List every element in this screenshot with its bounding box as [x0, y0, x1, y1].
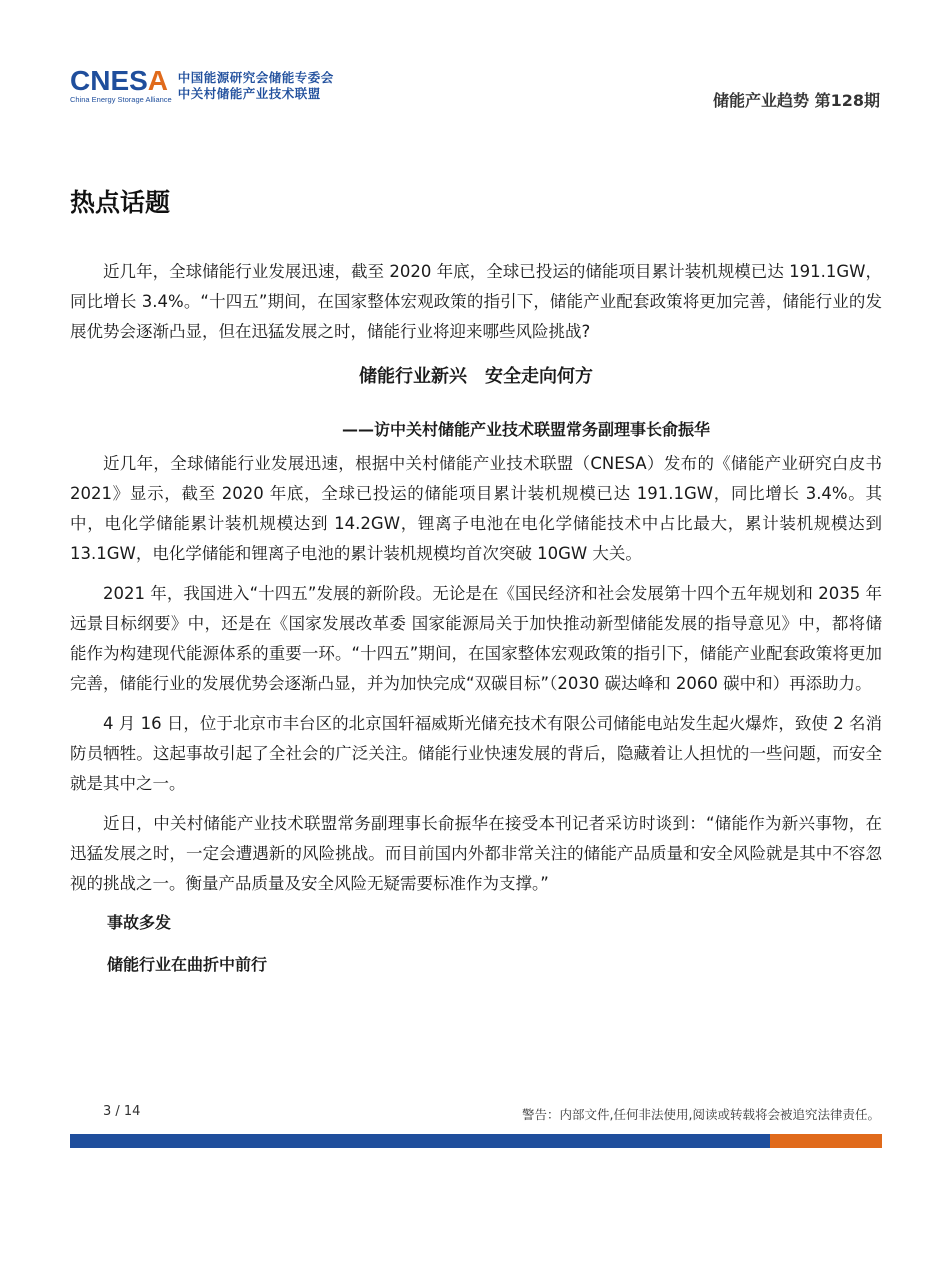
article-paragraph: 近几年，全球储能行业发展迅速，根据中关村储能产业技术联盟（CNESA）发布的《储能产业研究白皮书 2021》显示，截至 2020 年底，全球已投运的储能项目累计装机规模已达 191.1GW，同比增长 3.4%。其中，电化学储能累计装机规模达到 14.2GW，锂离子电池在电化学储能技术中占比最大，累计装机规模达到 13.1GW，电化学储能和锂离子电池的累计装机规模均首次突破 10GW 大关。: [70, 454, 882, 563]
logo-english-name: China Energy Storage Alliance: [70, 95, 172, 104]
footer-bar-blue: [70, 1134, 770, 1148]
footer-warning: 警告：内部文件,任何非法使用,阅读或转载将会被追究法律责任。: [522, 1107, 880, 1122]
logo-org-names: [178, 68, 334, 102]
logo-accent: A: [147, 65, 169, 96]
footer-bar-orange: [770, 1134, 882, 1148]
footer-color-bar: [70, 1134, 882, 1148]
header-logo: [70, 65, 334, 104]
article-paragraph: 4 月 16 日，位于北京市丰台区的北京国轩福威斯光储充技术有限公司储能电站发生起火爆炸，致使 2 名消防员牺牲。这起事故引起了全社会的广泛关注。储能行业快速发展的背后，隐藏着让人担忧的一些问题，而安全就是其中之一。: [70, 714, 882, 793]
cnesa-logo: [70, 65, 172, 104]
article-subtitle: ——访中关村储能产业技术联盟常务副理事长俞振华: [341, 420, 710, 439]
subhead-industry-path: 储能行业在曲折中前行: [107, 955, 268, 974]
main-content: [70, 257, 882, 993]
article-paragraph: 近日，中关村储能产业技术联盟常务副理事长俞振华在接受本刊记者采访时谈到：“储能作为新兴事物，在迅猛发展之时，一定会遭遇新的风险挑战。而目前国内外都非常关注的储能产品质量和安全风险就是其中不容忽视的挑战之一。衡量产品质量及安全风险无疑需要标准作为支撑。”: [70, 814, 882, 893]
logo-wordmark: [70, 65, 172, 96]
article-paragraph: 2021 年，我国进入“十四五”发展的新阶段。无论是在《国民经济和社会发展第十四个五年规划和 2035 年远景目标纲要》中，还是在《国家发展改革委 国家能源局关于加快推动新型储能发展的指导意见》中，都将储能作为构建现代能源体系的重要一环。“十四五”期间，在国家整体宏观政策的指引下，储能产业配套政策将更加完善，储能行业的发展优势会逐渐凸显，并为加快完成“双碳目标”（2030 碳达峰和 2060 碳中和）再添助力。: [70, 584, 882, 693]
page-number: 3 / 14: [103, 1104, 141, 1119]
issue-title: 储能产业趋势 第128期: [713, 91, 880, 110]
section-title: 热点话题: [70, 188, 171, 217]
article-title: 储能行业新兴 安全走向何方: [359, 366, 593, 387]
subhead-accidents: 事故多发: [107, 913, 172, 932]
logo-prefix: CNES: [70, 65, 148, 96]
logo-org-line1: 中国能源研究会储能专委会: [177, 70, 334, 85]
logo-org-line2: 中关村储能产业技术联盟: [177, 86, 321, 101]
intro-paragraph: 近几年，全球储能行业发展迅速，截至 2020 年底，全球已投运的储能项目累计装机规模已达 191.1GW，同比增长 3.4%。“十四五”期间，在国家整体宏观政策的指引下，储能产业配套政策将更加完善，储能行业的发展优势会逐渐凸显，但在迅猛发展之时，储能行业将迎来哪些风险挑战?: [70, 262, 882, 341]
